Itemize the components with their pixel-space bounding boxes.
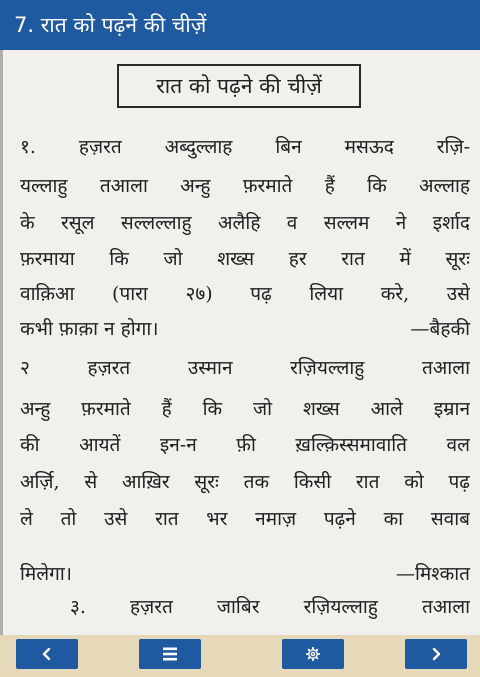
bottom-navigation-bar [0,635,480,677]
next-page-button[interactable] [405,639,467,669]
gear-icon [306,647,320,661]
page-heading-text: रात को पढ़ने की चीज़ें [156,74,322,98]
chevron-right-icon [430,647,442,661]
text-line: २ हज़रत उस्मान रज़ियल्लाहु तआला [20,357,470,379]
menu-button[interactable] [139,639,201,669]
text-line: यल्लाहु तआला अन्हु फ़रमाते हैं कि अल्लाह [20,175,470,197]
title-bar [0,0,480,50]
source-citation: —बैहकी [410,318,470,340]
page-edge-shadow [0,50,3,635]
text-line: के रसूल सल्लल्लाहु अलैहि व सल्लम ने इर्शाद [20,212,470,234]
text-line: १. हज़रत अब्दुल्लाह बिन मसऊद रज़ि- [20,136,470,158]
settings-button[interactable] [282,639,344,669]
text-fragment: मिलेगा। [20,563,72,585]
source-citation: —मिश्कात [395,563,470,585]
text-line: ३. हज़रत जाबिर रज़ियल्लाहु तआला [70,596,470,618]
page-heading [117,64,361,108]
text-line: वाक़िआ (पारा २७) पढ़ लिया करे, उसे [20,283,470,305]
text-line: ले तो उसे रात भर नमाज़ पढ़ने का सवाब [20,508,470,530]
text-line: फ़रमाया कि जो शख्स हर रात में सूरः [20,248,470,270]
text-fragment: कभी फ़ाक़ा न होगा। [20,318,159,340]
page-title: 7. रात को पढ़ने की चीज़ें [14,13,207,37]
previous-page-button[interactable] [16,639,78,669]
text-line: अन्हु फ़रमाते हैं कि जो शख्स आले इम्रान [20,398,470,420]
text-line: अर्ज़ि, से आख़िर सूरः तक किसी रात को पढ़ [20,471,470,493]
text-line: की आयतें इन-न फ़ी ख़ल्क़िस्समावाति वल [20,434,470,456]
text-line-with-source [20,314,470,342]
chevron-left-icon [41,647,53,661]
text-line-with-source [20,559,470,587]
menu-icon [162,646,178,662]
scanned-page [0,50,480,635]
